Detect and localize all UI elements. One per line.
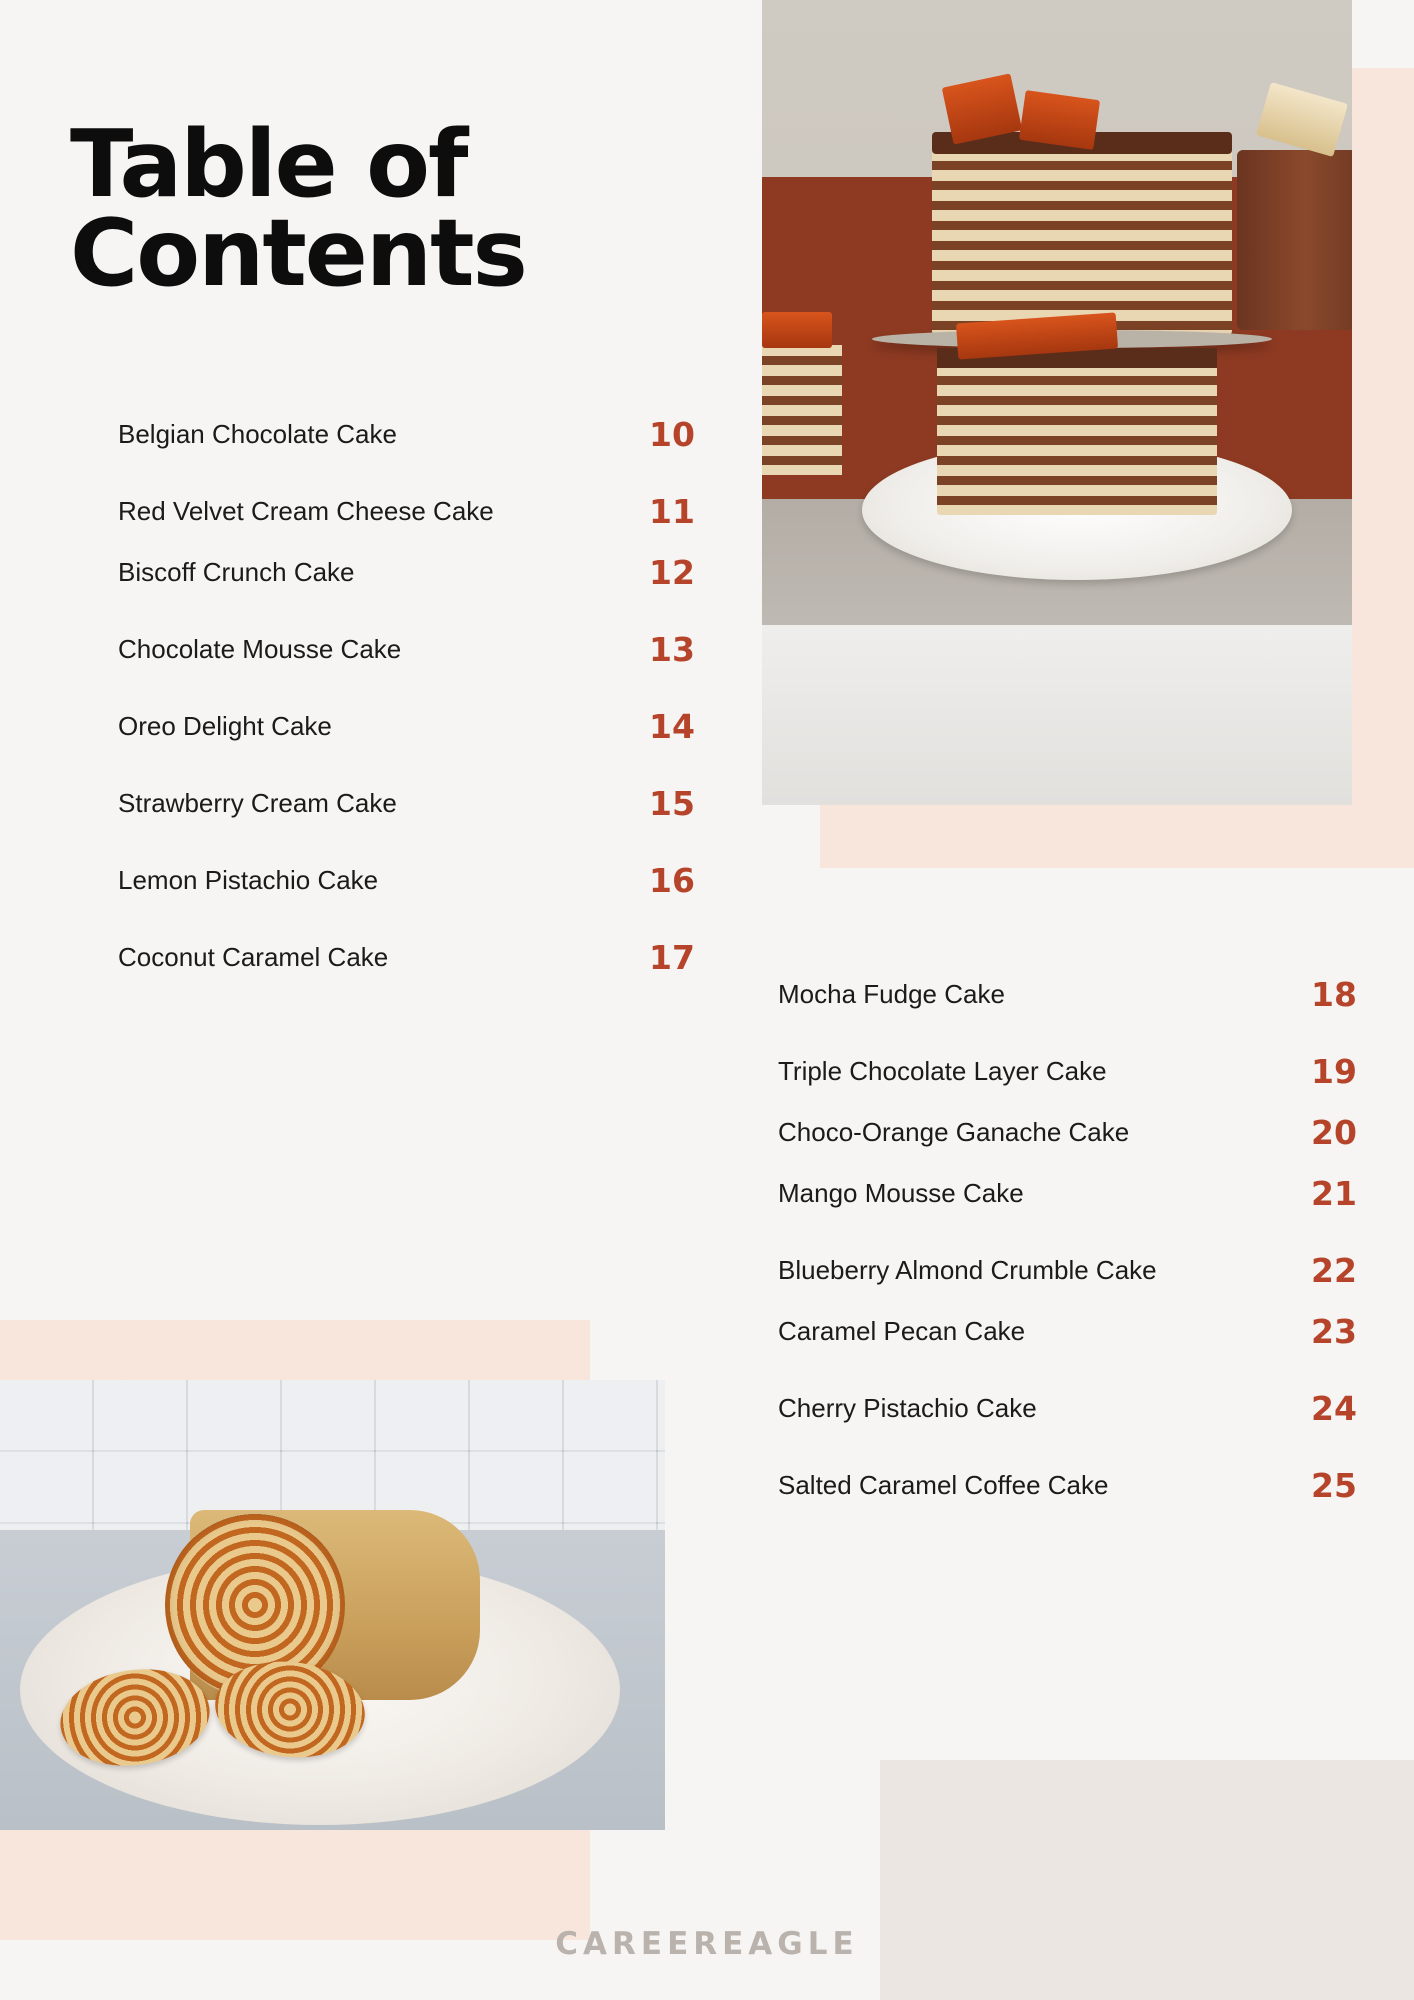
toc-entry-page: 13 — [649, 630, 695, 669]
toc-entry-page: 21 — [1311, 1174, 1357, 1213]
toc-entry[interactable] — [118, 492, 701, 531]
caramel-glaze-slice-left — [762, 312, 832, 348]
toc-entry[interactable] — [118, 784, 701, 823]
toc-entry-label: Mango Mousse Cake — [778, 1177, 1024, 1208]
toc-column-right — [778, 975, 1363, 1527]
toc-entry[interactable] — [118, 630, 701, 669]
footer-brand: CAREEREAGLE — [555, 1926, 859, 1962]
cake-slice-front — [937, 365, 1217, 515]
toc-entry-page: 24 — [1311, 1389, 1357, 1428]
decorative-panel-bottom-right — [880, 1760, 1414, 2000]
toc-entry-page: 19 — [1311, 1052, 1357, 1091]
toc-entry[interactable] — [118, 707, 701, 746]
toc-entry-page: 11 — [649, 492, 695, 531]
toc-entry[interactable] — [118, 553, 701, 592]
toc-entry-label: Strawberry Cream Cake — [118, 787, 397, 818]
toc-entry-page: 23 — [1311, 1312, 1357, 1351]
toc-entry-page: 12 — [649, 553, 695, 592]
toc-entry-label: Choco-Orange Ganache Cake — [778, 1116, 1130, 1147]
toc-entry-page: 14 — [649, 707, 695, 746]
cake-slice-left — [762, 345, 842, 475]
toc-entry-page: 15 — [649, 784, 695, 823]
toc-entry-label: Oreo Delight Cake — [118, 710, 332, 741]
toc-entry-page: 10 — [649, 415, 695, 454]
toc-entry[interactable] — [778, 1466, 1363, 1505]
toc-entry[interactable] — [778, 1052, 1363, 1091]
toc-entry[interactable] — [778, 1389, 1363, 1428]
tile-wall — [0, 1380, 665, 1530]
toc-entry-label: Blueberry Almond Crumble Cake — [778, 1254, 1157, 1285]
marble-surface — [762, 625, 1352, 805]
toc-entry-label: Salted Caramel Coffee Cake — [778, 1469, 1109, 1500]
toc-entry-label: Biscoff Crunch Cake — [118, 556, 355, 587]
toc-entry-label: Caramel Pecan Cake — [778, 1315, 1026, 1346]
toc-entry-label: Triple Chocolate Layer Cake — [778, 1055, 1107, 1086]
toc-entry-label: Chocolate Mousse Cake — [118, 633, 402, 664]
toc-entry[interactable] — [778, 1113, 1363, 1152]
toc-entry[interactable] — [778, 1174, 1363, 1213]
toc-entry[interactable] — [118, 861, 701, 900]
toc-entry-label: Coconut Caramel Cake — [118, 941, 389, 972]
chocolate-layer-cake-photo — [762, 0, 1352, 805]
page-title: Table of Contents — [70, 110, 526, 307]
toc-entry[interactable] — [118, 415, 701, 454]
toc-entry-label: Belgian Chocolate Cake — [118, 418, 397, 449]
toc-entry-page: 17 — [649, 938, 695, 977]
toc-entry-label: Cherry Pistachio Cake — [778, 1392, 1037, 1423]
swiss-roll-cake-photo — [0, 1380, 665, 1830]
toc-entry-page: 16 — [649, 861, 695, 900]
toc-entry-label: Lemon Pistachio Cake — [118, 864, 379, 895]
toc-entry-page: 18 — [1311, 975, 1357, 1014]
toc-entry-page: 20 — [1311, 1113, 1357, 1152]
cake-stack-back — [932, 150, 1232, 335]
caramel-glaze-shard-b — [1019, 90, 1100, 150]
toc-entry-label: Mocha Fudge Cake — [778, 978, 1005, 1009]
toc-entry-page: 25 — [1311, 1466, 1357, 1505]
toc-entry[interactable] — [118, 938, 701, 977]
toc-entry[interactable] — [778, 1312, 1363, 1351]
toc-entry-label: Red Velvet Cream Cheese Cake — [118, 495, 494, 526]
toc-entry[interactable] — [778, 975, 1363, 1014]
toc-entry-page: 22 — [1311, 1251, 1357, 1290]
whole-cake-right — [1237, 150, 1352, 330]
toc-entry[interactable] — [778, 1251, 1363, 1290]
toc-column-left — [118, 415, 701, 1015]
